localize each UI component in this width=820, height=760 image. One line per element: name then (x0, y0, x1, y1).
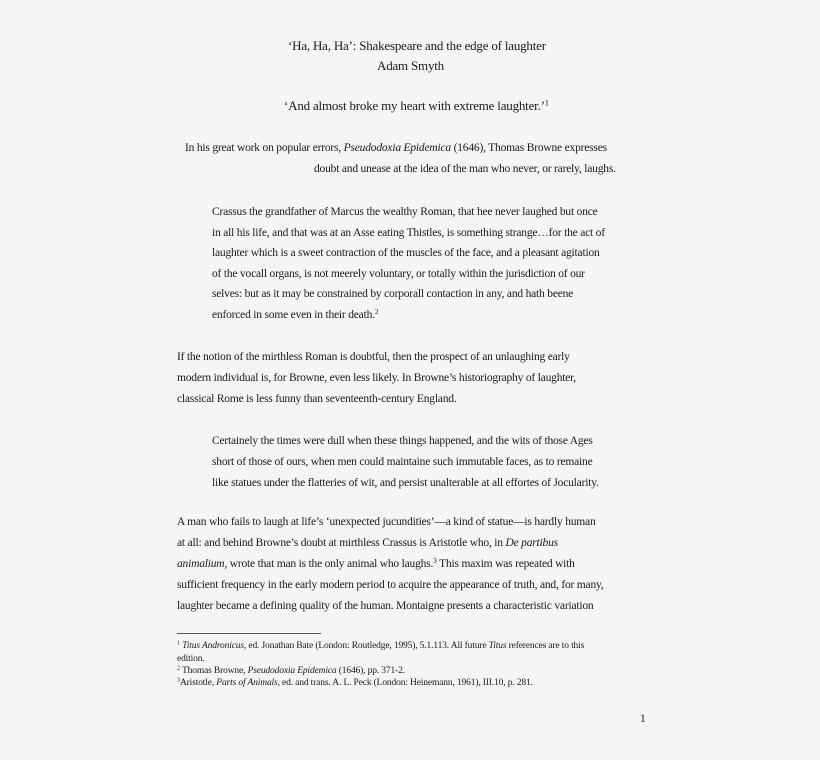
footnote-3 (177, 678, 533, 688)
text: at all: and behind Browne’s doubt at mirthless Crassus is Aristotle who, in (177, 537, 506, 549)
footnote-divider (177, 633, 321, 634)
footnote-number: 1 (177, 640, 180, 647)
intro-line-1 (185, 142, 607, 154)
text: , ed. Jonathan Bate (London: Routledge, 1995), 5.1.113. All future (243, 641, 489, 651)
text: This maxim was repeated with (436, 558, 575, 570)
paragraph-line: A man who fails to laugh at life’s ‘unexpected jucundities’—a kind of statue—is hardly human (177, 516, 596, 528)
paragraph-line: modern individual is, for Browne, even less likely. In Browne’s historiography of laughter, (177, 372, 576, 384)
text: , wrote that man is the only animal who laughs. (224, 558, 434, 570)
footnote-2 (177, 666, 405, 676)
text: Aristotle, (179, 678, 217, 688)
quote-line: in all his life, and that was at an Asse eating Thistles, is something strange…for the act of (212, 227, 605, 239)
paragraph-line: classical Rome is less funny than seventeenth-century England. (177, 393, 457, 405)
text: (1646), Thomas Browne expresses (450, 142, 607, 154)
text: references are to this (506, 641, 585, 651)
footnote-1 (177, 641, 584, 651)
quote-line: laughter which is a sweet contraction of the muscles of the face, and a pleasant agitation (212, 247, 600, 259)
quote-line: like statues under the flatteries of wit, and persist unalterable at all effortes of Jocularity. (212, 477, 599, 489)
quote-line (212, 306, 379, 321)
quote-line: of the vocall organs, is not meerely voluntary, or totally within the jurisdiction of our (212, 268, 585, 280)
intro-line-2: doubt and unease at the idea of the man who never, or rarely, laughs. (314, 163, 616, 175)
page-number: 1 (640, 713, 646, 725)
document-title: ‘Ha, Ha, Ha’: Shakespeare and the edge of laughter (288, 38, 546, 53)
epigraph (284, 98, 549, 114)
italic-title: Parts of Animals (216, 678, 278, 688)
italic-title: Pseudodoxia Epidemica (247, 666, 337, 676)
footnote-number: 3 (177, 677, 180, 684)
text: , ed. and trans. A. L. Peck (London: Heinemann, 1961), III.10, p. 281. (277, 678, 533, 688)
italic-title: Pseudodoxia Epidemica (343, 142, 451, 154)
text: enforced in some even in their death. (212, 309, 375, 321)
paragraph-line: If the notion of the mirthless Roman is doubtful, then the prospect of an unlaughing early (177, 351, 570, 363)
paragraph-line: sufficient frequency in the early modern period to acquire the appearance of truth, and, for many, (177, 579, 604, 591)
paragraph-line (177, 555, 575, 570)
footnote-ref[interactable]: 1 (544, 97, 549, 108)
document-author: Adam Smyth (377, 58, 444, 73)
quote-line: Crassus the grandfather of Marcus the wealthy Roman, that hee never laughed but once (212, 206, 598, 218)
epigraph-text: ‘And almost broke my heart with extreme laughter.’ (284, 98, 545, 113)
footnote-ref[interactable]: 2 (374, 306, 379, 316)
footnote-number: 2 (177, 665, 180, 672)
italic-title: De partibus (505, 537, 558, 549)
footnote-ref[interactable]: 3 (433, 555, 437, 565)
quote-line: selves: but as it may be constrained by corporall contaction in any, and hath beene (212, 288, 574, 300)
quote-line: Certainely the times were dull when these things happened, and the wits of those Ages (212, 435, 593, 447)
text: In his great work on popular errors, (185, 142, 344, 154)
italic-title: animalium (177, 558, 225, 570)
italic-title: Titus Andronicus (182, 641, 244, 651)
text: (1646), pp. 371-2. (336, 666, 405, 676)
paragraph-line (177, 537, 558, 549)
quote-line: short of those of ours, when men could maintaine such immutable faces, as to remaine (212, 456, 593, 468)
italic-title: Titus (488, 641, 507, 651)
paragraph-line: laughter became a defining quality of the human. Montaigne presents a characteristic variation (177, 600, 594, 612)
text: Thomas Browne, (179, 666, 248, 676)
footnote-1-continued: edition. (177, 654, 205, 664)
